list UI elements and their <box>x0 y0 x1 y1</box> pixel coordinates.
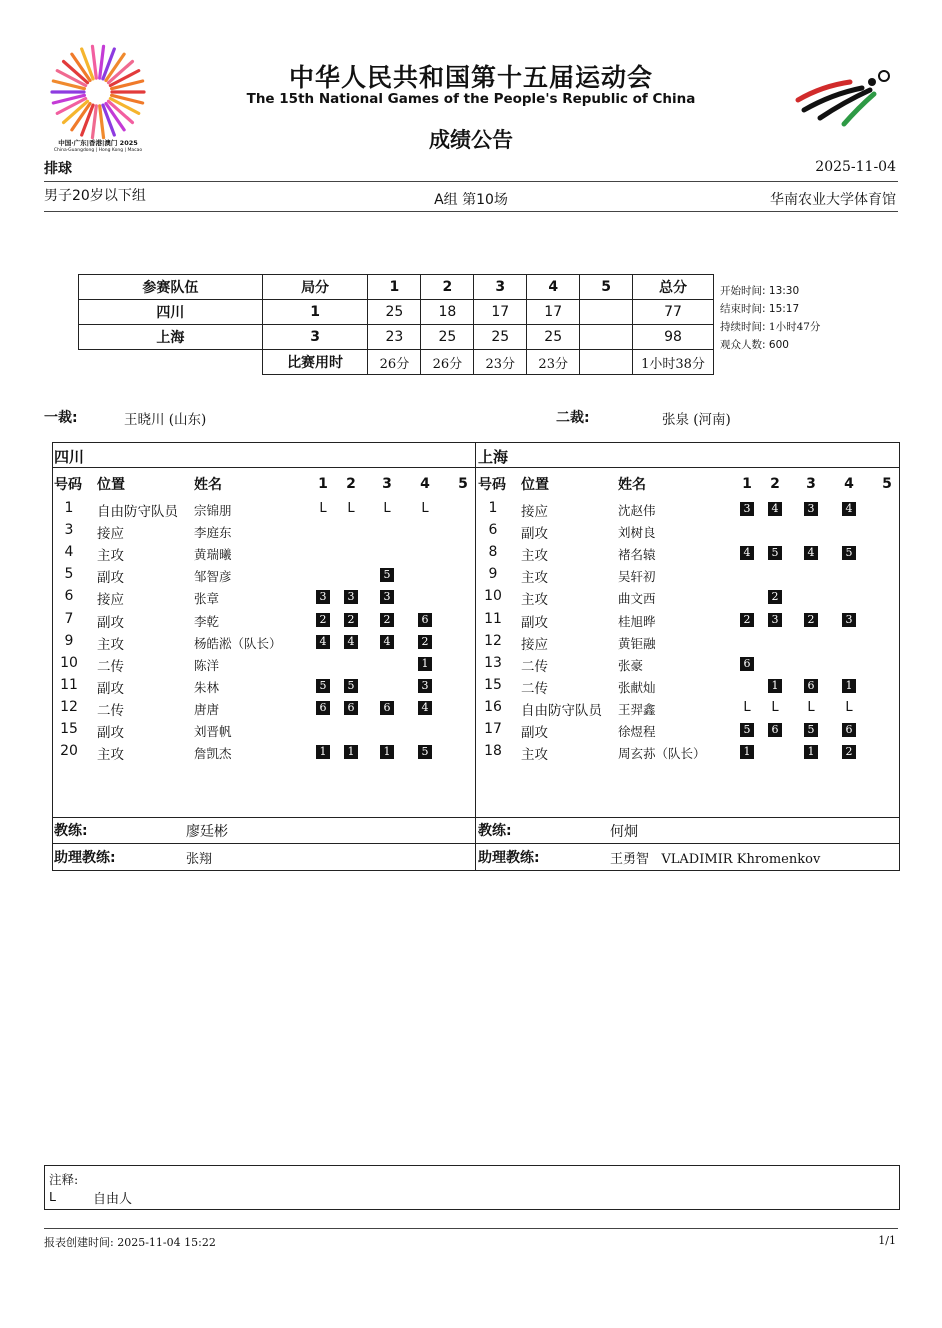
player-name: 沈赵伟 <box>618 503 656 518</box>
starting-position-mark: 3 <box>344 590 358 604</box>
starting-position-mark: 5 <box>768 546 782 560</box>
set-score: 25 <box>368 300 421 325</box>
match-info <box>720 282 820 354</box>
libero-mark: L <box>347 501 355 516</box>
set-score: 25 <box>474 325 527 350</box>
starting-position-mark: 2 <box>380 613 394 627</box>
starting-position-mark: 3 <box>804 502 818 516</box>
starting-position-mark: 5 <box>380 568 394 582</box>
total-points: 77 <box>633 300 714 325</box>
coach-name: 何炯 <box>610 824 638 840</box>
match-date: 2025-11-04 <box>815 159 896 175</box>
starting-position-mark: 6 <box>380 701 394 715</box>
col-header-set: 2 <box>346 476 356 492</box>
header-divider-2 <box>44 211 898 212</box>
player-position: 接应 <box>521 636 548 653</box>
col-header-set: 4 <box>844 476 854 492</box>
player-number: 9 <box>64 632 74 649</box>
set-time <box>580 350 633 375</box>
starting-position-mark: 4 <box>344 635 358 649</box>
player-name: 曲文西 <box>618 591 656 607</box>
duration-label: 持续时间: <box>720 321 766 333</box>
player-name: 邹智彦 <box>194 569 232 585</box>
starting-position-mark: 6 <box>842 723 856 737</box>
player-position: 副攻 <box>521 614 548 631</box>
player-position: 接应 <box>97 526 124 543</box>
player-position: 主攻 <box>521 548 548 565</box>
starting-position-mark: 5 <box>842 546 856 560</box>
player-position: 自由防守队员 <box>97 504 178 520</box>
start-time: 13:30 <box>768 285 800 297</box>
time-label: 比赛用时 <box>262 350 368 375</box>
title-cn: 中华人民共和国第十五届运动会 <box>288 63 653 92</box>
first-referee-label: 一裁: <box>44 410 78 426</box>
scoreboard-table <box>78 274 714 375</box>
roster-team-1 <box>52 442 475 869</box>
set-score: 17 <box>527 300 580 325</box>
player-name: 王羿鑫 <box>618 701 656 717</box>
player-number: 9 <box>488 566 498 583</box>
player-number: 13 <box>484 654 502 671</box>
player-position: 副攻 <box>521 725 548 741</box>
player-name: 宗锦朋 <box>194 503 232 518</box>
libero-mark: L <box>807 699 815 715</box>
player-name: 周玄荪（队长） <box>618 746 706 762</box>
player-name: 张献灿 <box>618 679 656 695</box>
starting-position-mark: 6 <box>344 701 358 715</box>
end-label: 结束时间: <box>720 303 766 315</box>
starting-position-mark: 3 <box>316 590 330 604</box>
player-number: 3 <box>64 522 74 539</box>
col-header-set: 1 <box>318 476 328 492</box>
notes-box <box>44 1165 900 1210</box>
starting-position-mark: 1 <box>380 745 394 759</box>
header-set-1: 1 <box>368 275 421 300</box>
starting-position-mark: 5 <box>418 745 432 759</box>
logo-caption: 中国·广东|香港|澳门 2025 <box>58 139 138 147</box>
team-name: 上海 <box>79 325 263 350</box>
player-position: 二传 <box>521 680 548 697</box>
starting-position-mark: 5 <box>316 679 330 693</box>
set-score: 25 <box>527 325 580 350</box>
starting-position-mark: 6 <box>740 657 754 671</box>
set-score: 25 <box>421 325 474 350</box>
starting-position-mark: 3 <box>740 502 754 516</box>
player-number: 4 <box>64 544 74 561</box>
player-number: 12 <box>484 632 502 649</box>
starting-position-mark: 6 <box>418 613 432 627</box>
player-position: 二传 <box>521 658 548 675</box>
player-number: 10 <box>60 654 78 671</box>
total-time: 1小时38分 <box>633 350 714 375</box>
starting-position-mark: 4 <box>380 635 394 649</box>
starting-position-mark: 2 <box>768 590 782 604</box>
player-name: 詹凯杰 <box>194 746 232 762</box>
player-number: 1 <box>488 500 498 516</box>
col-header-number: 号码 <box>54 477 82 493</box>
col-header-set: 5 <box>882 476 892 492</box>
player-number: 1 <box>64 500 74 516</box>
sets-won: 1 <box>262 300 368 325</box>
player-number: 17 <box>484 721 502 737</box>
starting-position-mark: 5 <box>344 679 358 693</box>
player-number: 11 <box>484 610 502 627</box>
col-header-position: 位置 <box>521 477 549 493</box>
set-score <box>580 325 633 350</box>
starting-position-mark: 1 <box>418 657 432 671</box>
assistant-coach-name: 王勇智 VLADIMIR Khromenkov <box>610 852 821 867</box>
player-name: 陈洋 <box>194 657 220 673</box>
scoreboard-row-team-2 <box>79 325 714 350</box>
player-name: 刘树良 <box>618 525 656 541</box>
scoreboard-header-row <box>79 275 714 300</box>
header-team: 参赛队伍 <box>79 275 263 300</box>
roster-team-2 <box>476 442 899 869</box>
logo-caption-en: China·Guangdong | Hong Kong | Macao <box>53 148 143 153</box>
match-number: A组 第10场 <box>434 192 508 208</box>
starting-position-mark: 4 <box>418 701 432 715</box>
notes-label: 注释: <box>49 1172 79 1187</box>
col-header-number: 号码 <box>478 477 506 493</box>
second-referee: 张泉 (河南) <box>662 412 731 428</box>
player-position: 主攻 <box>97 548 124 565</box>
starting-position-mark: 2 <box>740 613 754 627</box>
page-number: 1/1 <box>878 1234 896 1247</box>
col-header-position: 位置 <box>97 477 125 493</box>
spectators-label: 观众人数: <box>720 339 766 351</box>
player-position: 副攻 <box>521 526 548 543</box>
set-score: 18 <box>421 300 474 325</box>
player-number: 7 <box>64 610 74 627</box>
starting-position-mark: 4 <box>842 502 856 516</box>
starting-position-mark: 1 <box>842 679 856 693</box>
footer-divider <box>44 1228 898 1229</box>
coach-label: 教练: <box>54 823 88 839</box>
set-time: 26分 <box>368 350 421 375</box>
player-number: 18 <box>484 743 502 760</box>
libero-mark: L <box>383 501 391 516</box>
starting-position-mark: 2 <box>418 635 432 649</box>
starting-position-mark: 6 <box>768 723 782 737</box>
set-time: 26分 <box>421 350 474 375</box>
player-position: 接应 <box>521 504 548 520</box>
player-name: 唐唐 <box>194 701 220 717</box>
end-time: 15:17 <box>768 303 800 315</box>
empty-cell <box>79 350 263 375</box>
starting-position-mark: 1 <box>804 745 818 759</box>
player-position: 副攻 <box>97 680 124 697</box>
player-position: 自由防守队员 <box>521 702 602 719</box>
player-number: 15 <box>60 721 78 737</box>
player-position: 主攻 <box>521 592 548 609</box>
player-position: 主攻 <box>97 747 124 764</box>
player-number: 6 <box>488 522 498 539</box>
header-divider <box>44 181 898 182</box>
player-number: 5 <box>64 566 74 583</box>
col-header-set: 3 <box>806 476 816 492</box>
starting-position-mark: 3 <box>380 590 394 604</box>
set-score: 17 <box>474 300 527 325</box>
sport-label: 排球 <box>44 161 72 177</box>
assistant-coach-label: 助理教练: <box>54 850 116 866</box>
set-time: 23分 <box>527 350 580 375</box>
player-name: 朱林 <box>194 679 220 695</box>
starting-position-mark: 1 <box>344 745 358 759</box>
starting-position-mark: 1 <box>316 745 330 759</box>
libero-mark: L <box>771 699 779 715</box>
starting-position-mark: 5 <box>804 723 818 737</box>
starting-position-mark: 1 <box>768 679 782 693</box>
libero-mark: L <box>421 501 429 516</box>
title-en: The 15th National Games of the People's Republic of China <box>246 91 696 107</box>
header-set-2: 2 <box>421 275 474 300</box>
player-position: 二传 <box>97 658 124 675</box>
player-number: 15 <box>484 676 502 693</box>
coach-name: 廖廷彬 <box>186 824 228 840</box>
set-score <box>580 300 633 325</box>
player-number: 11 <box>60 676 78 693</box>
player-position: 二传 <box>97 702 124 719</box>
player-name: 桂旭晔 <box>618 613 656 629</box>
report-title: 成绩公告 <box>429 128 513 152</box>
starting-position-mark: 3 <box>418 679 432 693</box>
player-name: 杨皓淞（队长） <box>194 635 282 651</box>
spectators: 600 <box>768 339 789 351</box>
report-created: 报表创建时间: 2025-11-04 15:22 <box>44 1236 216 1249</box>
scoreboard-row-time <box>79 350 714 375</box>
player-name: 张章 <box>194 591 220 607</box>
player-number: 16 <box>484 698 502 715</box>
player-name: 徐煜程 <box>618 724 656 739</box>
header-set-3: 3 <box>474 275 527 300</box>
col-header-set: 4 <box>420 476 430 492</box>
libero-mark: L <box>319 501 327 516</box>
player-position: 主攻 <box>521 747 548 764</box>
assistant-coach-label: 助理教练: <box>478 850 540 866</box>
starting-position-mark: 2 <box>316 613 330 627</box>
col-header-name: 姓名 <box>618 477 646 493</box>
libero-mark: L <box>845 699 853 715</box>
header-set-5: 5 <box>580 275 633 300</box>
starting-position-mark: 5 <box>740 723 754 737</box>
starting-position-mark: 3 <box>768 613 782 627</box>
col-header-set: 3 <box>382 476 392 492</box>
starting-position-mark: 6 <box>316 701 330 715</box>
player-name: 李庭东 <box>194 525 232 541</box>
player-position: 副攻 <box>97 725 124 741</box>
total-points: 98 <box>633 325 714 350</box>
venue: 华南农业大学体育馆 <box>770 192 896 208</box>
notes-key: L <box>49 1189 56 1204</box>
coach-label: 教练: <box>478 823 512 839</box>
starting-position-mark: 6 <box>804 679 818 693</box>
player-number: 10 <box>484 588 502 605</box>
player-number: 6 <box>64 588 74 605</box>
player-name: 李乾 <box>194 613 220 629</box>
team-name: 四川 <box>79 300 263 325</box>
player-name: 黄瑞曦 <box>194 547 232 563</box>
starting-position-mark: 2 <box>804 613 818 627</box>
player-number: 20 <box>60 743 78 760</box>
notes-value: 自由人 <box>93 1192 133 1207</box>
player-position: 副攻 <box>97 570 124 587</box>
assistant-coach-name: 张翔 <box>186 852 213 867</box>
col-header-set: 5 <box>458 476 468 492</box>
player-number: 12 <box>60 698 78 715</box>
set-score: 23 <box>368 325 421 350</box>
player-name: 刘晋帆 <box>194 724 232 739</box>
duration: 1小时47分 <box>768 321 821 333</box>
player-position: 主攻 <box>521 570 548 587</box>
player-name: 黄钜融 <box>618 635 656 651</box>
player-name: 吴轩初 <box>618 569 656 585</box>
player-name: 褚名辕 <box>618 547 656 563</box>
header-sets: 局分 <box>262 275 368 300</box>
starting-position-mark: 4 <box>804 546 818 560</box>
col-header-name: 姓名 <box>194 477 222 493</box>
roster-team-name: 四川 <box>54 448 85 466</box>
sets-won: 3 <box>262 325 368 350</box>
roster-team-name: 上海 <box>478 448 509 466</box>
player-position: 主攻 <box>97 636 124 653</box>
start-label: 开始时间: <box>720 285 766 297</box>
player-name: 张豪 <box>618 657 644 673</box>
scoreboard-row-team-1 <box>79 300 714 325</box>
starting-position-mark: 3 <box>842 613 856 627</box>
col-header-set: 2 <box>770 476 780 492</box>
player-position: 接应 <box>97 592 124 609</box>
libero-mark: L <box>743 699 751 715</box>
age-group: 男子20岁以下组 <box>44 188 146 204</box>
set-time: 23分 <box>474 350 527 375</box>
second-referee-label: 二裁: <box>556 410 590 426</box>
player-number: 8 <box>488 544 498 561</box>
starting-position-mark: 4 <box>768 502 782 516</box>
starting-position-mark: 2 <box>842 745 856 759</box>
starting-position-mark: 1 <box>740 745 754 759</box>
col-header-set: 1 <box>742 476 752 492</box>
header-set-4: 4 <box>527 275 580 300</box>
header-total: 总分 <box>633 275 714 300</box>
player-position: 副攻 <box>97 614 124 631</box>
starting-position-mark: 2 <box>344 613 358 627</box>
first-referee: 王晓川 (山东) <box>124 412 207 428</box>
starting-position-mark: 4 <box>316 635 330 649</box>
starting-position-mark: 4 <box>740 546 754 560</box>
